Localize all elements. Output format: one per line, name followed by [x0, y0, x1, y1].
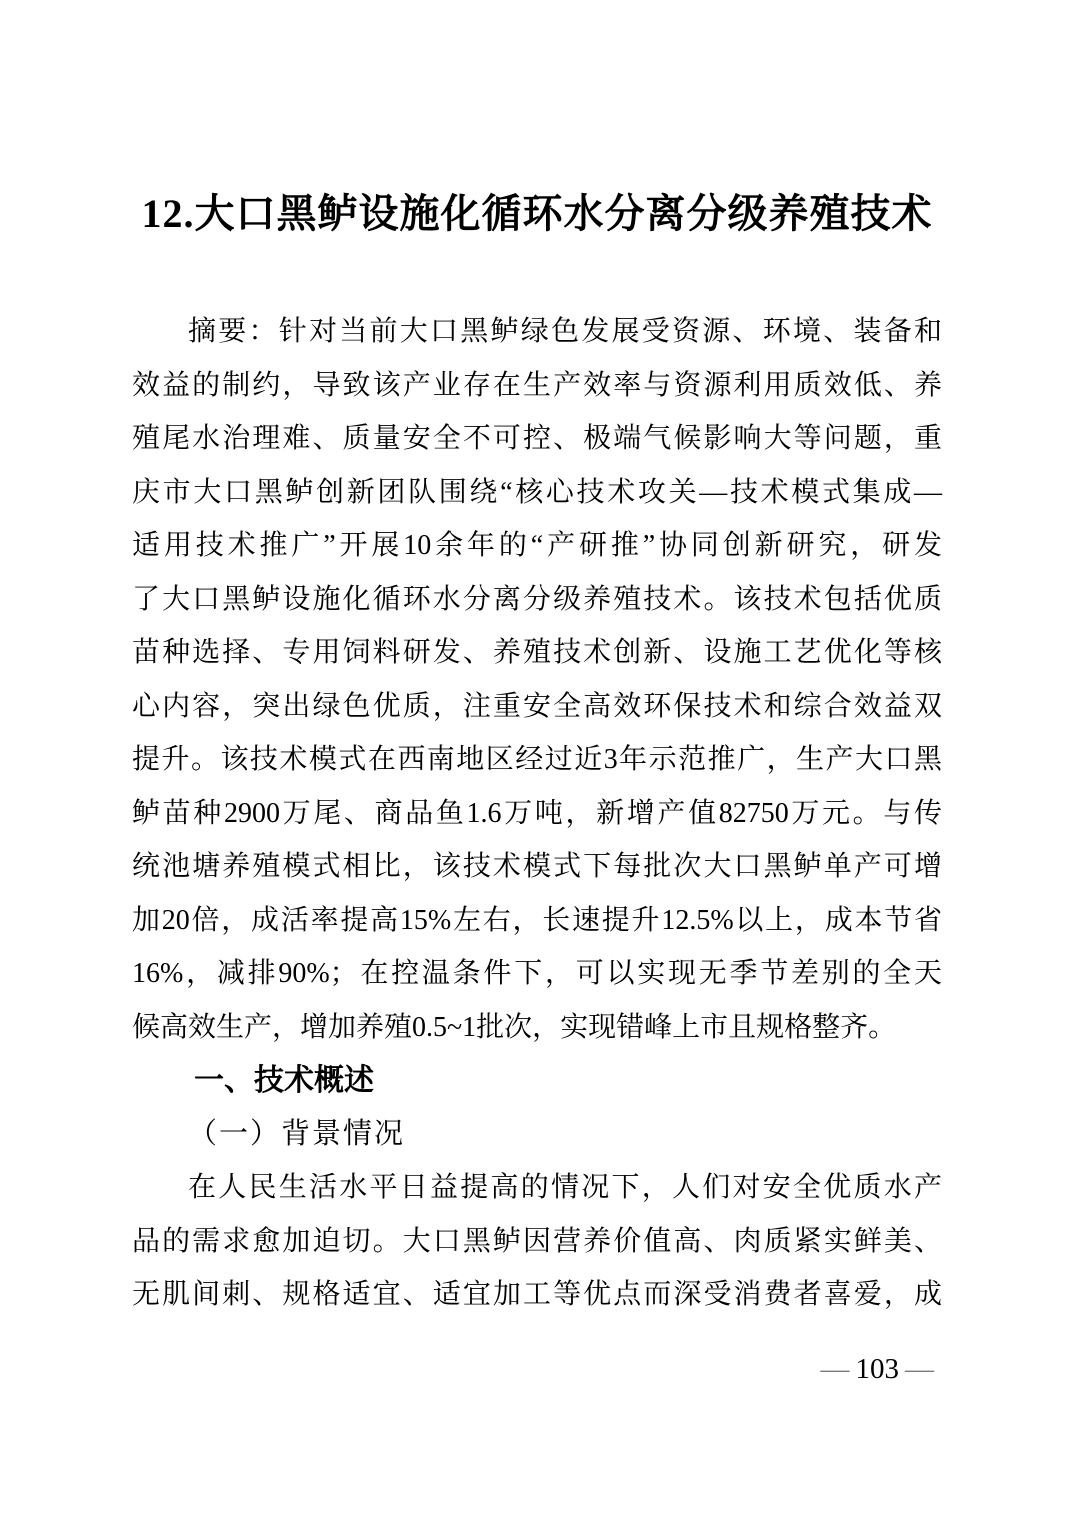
- page-number: [815, 1352, 941, 1386]
- abstract-line: 提升。该技术模式在西南地区经过近3年示范推广，生产大口黑: [132, 744, 942, 775]
- abstract-line: 鲈苗种2900万尾、商品鱼1.6万吨，新增产值82750万元。与传: [132, 797, 942, 829]
- page-number-value: 103: [855, 1353, 899, 1385]
- body-line: 无肌间刺、规格适宜、适宜加工等优点而深受消费者喜爱，成: [132, 1279, 942, 1310]
- page-title: 12.大口黑鲈设施化循环水分离分级养殖技术: [141, 191, 933, 236]
- abstract-line: 候高效生产，增加养殖0.5~1批次，实现错峰上市且规格整齐。: [132, 1011, 897, 1043]
- abstract-line: 加20倍，成活率提高15%左右，长速提升12.5%以上，成本节省: [132, 904, 942, 936]
- abstract-line: 摘要：针对当前大口黑鲈绿色发展受资源、环境、装备和: [188, 316, 942, 347]
- abstract-line: 适用技术推广”开展10余年的“产研推”协同创新研究，研发: [132, 530, 942, 561]
- abstract-line: 苗种选择、专用饲料研发、养殖技术创新、设施工艺优化等核: [132, 637, 942, 668]
- abstract-paragraph: [132, 305, 942, 1054]
- body-line: 品的需求愈加迫切。大口黑鲈因营养价值高、肉质紧实鲜美、: [132, 1225, 942, 1257]
- abstract-line: 庆市大口黑鲈创新团队围绕“核心技术攻关—技术模式集成—: [132, 476, 942, 508]
- section-heading-overview: 一、技术概述: [194, 1064, 374, 1097]
- abstract-line: 了大口黑鲈设施化循环水分离分级养殖技术。该技术包括优质: [132, 583, 942, 615]
- body-line: 在人民生活水平日益提高的情况下，人们对安全优质水产: [188, 1172, 942, 1203]
- background-paragraph: [132, 1161, 942, 1322]
- abstract-line: 心内容，突出绿色优质，注重安全高效环保技术和综合效益双: [132, 690, 942, 722]
- abstract-line: 统池塘养殖模式相比，该技术模式下每批次大口黑鲈单产可增: [132, 851, 942, 882]
- document-content: [132, 305, 942, 1322]
- abstract-line: 效益的制约，导致该产业存在生产效率与资源利用质效低、养: [132, 369, 942, 401]
- abstract-line: 16%，减排90%；在控温条件下，可以实现无季节差别的全天: [132, 958, 942, 989]
- subsection-heading-background: （一）背景情况: [188, 1117, 406, 1150]
- page-number-dash-left: —: [820, 1353, 850, 1385]
- page-number-dash-right: —: [905, 1353, 934, 1385]
- abstract-line: 殖尾水治理难、质量安全不可控、极端气候影响大等问题，重: [132, 423, 942, 454]
